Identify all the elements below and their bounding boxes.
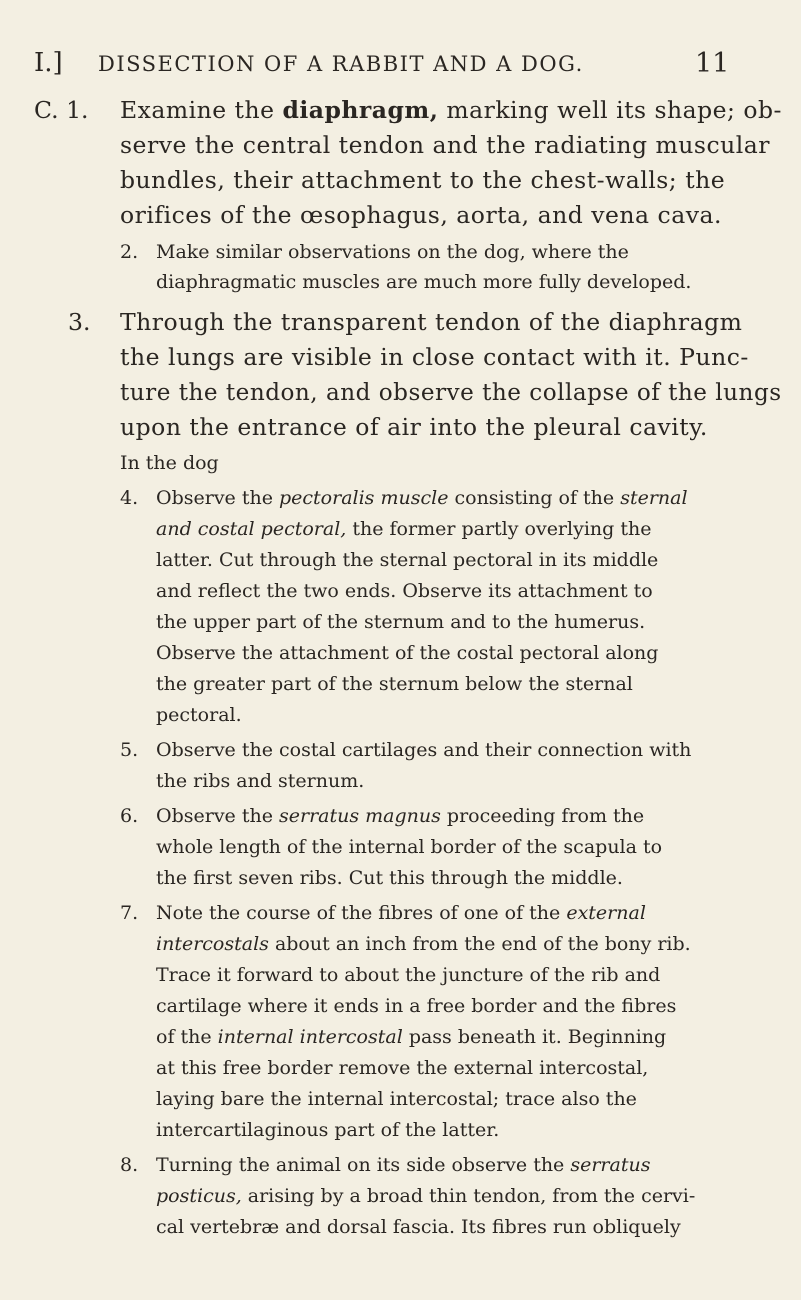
paragraph-label: C. 1. (34, 96, 89, 124)
text-line: cartilage where it ends in a free border and the fibres (156, 995, 677, 1017)
text-line: whole length of the internal border of the scapula to (156, 836, 663, 858)
text-line: cal vertebræ and dorsal fascia. Its fibres run obliquely (156, 1216, 681, 1238)
running-title: DISSECTION OF A RABBIT AND A DOG. (98, 52, 584, 76)
text-line: Observe the costal cartilages and their connection with (156, 739, 692, 761)
text-line (156, 1185, 695, 1207)
paragraph-label: 5. (120, 739, 139, 761)
text-run: proceeding from the (440, 805, 645, 827)
text-line: Trace it forward to about the juncture of the rib and (156, 964, 661, 986)
text-line: ture the tendon, and observe the collapse of the lungs (120, 378, 782, 406)
text-run: Note the course of the fibres of one of the (156, 902, 567, 924)
section-marker: I.] (34, 48, 63, 78)
text-line: the upper part of the sternum and to the humerus. (156, 611, 646, 633)
text-run: marking well its shape; ob- (438, 96, 782, 124)
page-number: 11 (695, 48, 730, 79)
text-run: of the (156, 1026, 218, 1048)
term-intercostals: intercostals (156, 933, 269, 955)
text-line (156, 805, 644, 827)
term-sternal: sternal (620, 487, 688, 509)
text-run: Examine the (120, 96, 283, 124)
term-pectoralis: pectoralis muscle (279, 487, 449, 509)
text-line (120, 96, 782, 124)
text-run: Observe the (156, 487, 279, 509)
text-run: pass beneath it. Beginning (402, 1026, 667, 1048)
text-line (156, 902, 646, 924)
subheading: In the dog (120, 452, 219, 474)
text-line: pectoral. (156, 704, 242, 726)
text-line: intercartilaginous part of the latter. (156, 1119, 500, 1141)
text-line: diaphragmatic muscles are much more fully developed. (156, 271, 692, 293)
text-line (156, 1154, 650, 1176)
text-line: Observe the attachment of the costal pectoral along (156, 642, 659, 664)
paragraph-label: 4. (120, 487, 139, 509)
text-run: the former partly overlying the (346, 518, 652, 540)
text-run: Turning the animal on its side observe the (156, 1154, 571, 1176)
term-serratus-magnus: serratus magnus (279, 805, 441, 827)
text-line: bundles, their attachment to the chest-walls; the (120, 166, 726, 194)
paragraph-label: 2. (120, 241, 139, 263)
text-line: Make similar observations on the dog, where the (156, 241, 629, 263)
paragraph-label: 3. (68, 308, 91, 336)
text-line: the lungs are visible in close contact with it. Punc- (120, 343, 749, 371)
running-header (0, 48, 801, 82)
text-line: and reflect the two ends. Observe its attachment to (156, 580, 653, 602)
text-run: about an inch from the end of the bony rib. (268, 933, 691, 955)
text-line: the greater part of the sternum below the sternal (156, 673, 633, 695)
term-costal-pectoral: and costal pectoral, (156, 518, 347, 540)
text-line: at this free border remove the external intercostal, (156, 1057, 649, 1079)
paragraph-label: 7. (120, 902, 139, 924)
text-run: arising by a broad thin tendon, from the cervi- (241, 1185, 696, 1207)
text-line: orifices of the œsophagus, aorta, and vena cava. (120, 201, 722, 229)
text-line: upon the entrance of air into the pleural cavity. (120, 413, 708, 441)
text-line (156, 1026, 666, 1048)
text-line (156, 518, 651, 540)
term-internal-intercostal: internal intercostal (217, 1026, 403, 1048)
text-line: Through the transparent tendon of the diaphragm (120, 308, 743, 336)
text-line: the ribs and sternum. (156, 770, 365, 792)
text-run: Observe the (156, 805, 279, 827)
term-posticus: posticus, (156, 1185, 242, 1207)
term-external: external (566, 902, 646, 924)
text-line: laying bare the internal intercostal; trace also the (156, 1088, 637, 1110)
text-line: the first seven ribs. Cut this through the middle. (156, 867, 623, 889)
paragraph-label: 6. (120, 805, 139, 827)
term-serratus: serratus (570, 1154, 651, 1176)
text-line: serve the central tendon and the radiating muscular (120, 131, 771, 159)
term-diaphragm: diaphragm, (282, 96, 439, 124)
text-line: latter. Cut through the sternal pectoral in its middle (156, 549, 659, 571)
text-line (156, 933, 691, 955)
paragraph-label: 8. (120, 1154, 139, 1176)
text-line (156, 487, 688, 509)
text-run: consisting of the (448, 487, 621, 509)
